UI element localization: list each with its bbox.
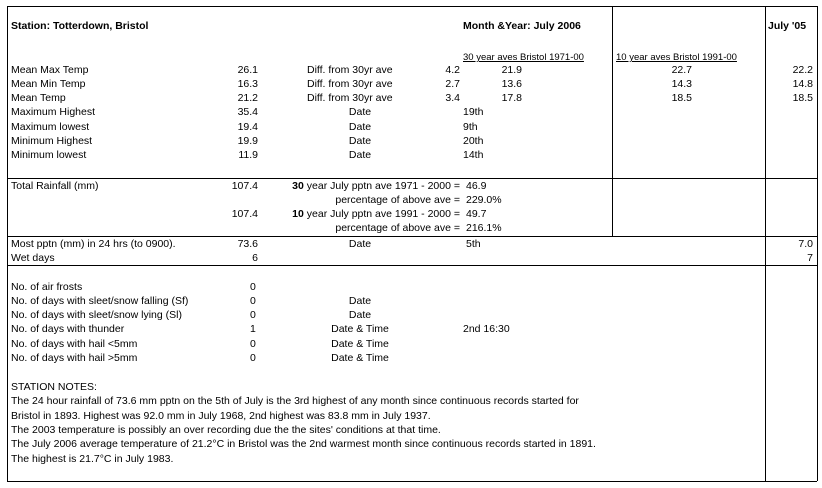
most-pptn-prev: 7.0 <box>798 238 813 250</box>
row-label: Mean Max Temp <box>11 64 89 76</box>
ave10-value: 14.3 <box>671 78 692 90</box>
date-value: 2nd 16:30 <box>463 323 510 335</box>
row-value: 35.4 <box>237 106 258 118</box>
row-label: Mean Min Temp <box>11 78 86 90</box>
wet-days-value: 6 <box>252 252 258 264</box>
most-pptn-date: 5th <box>466 238 481 250</box>
divider-rainfall <box>7 178 817 179</box>
row-label: Minimum lowest <box>11 149 87 161</box>
date-label: Date & Time <box>331 352 389 364</box>
diff-label: Diff. from 30yr ave <box>307 92 393 104</box>
rainfall-label: Total Rainfall (mm) <box>11 180 99 192</box>
row-value: 1 <box>250 323 256 335</box>
prev-value: 22.2 <box>792 64 813 76</box>
date-label: Date <box>348 135 372 147</box>
divider-ave10 <box>612 6 613 236</box>
diff-value: 2.7 <box>445 78 460 90</box>
row-value: 11.9 <box>238 149 258 161</box>
ave10-text: year July pptn ave 1991 - 2000 = <box>303 208 460 220</box>
row-value: 19.4 <box>237 121 258 133</box>
ave10-header: 10 year aves Bristol 1991-00 <box>616 52 737 63</box>
ave10-value: 22.7 <box>671 64 692 76</box>
divider-most-pptn <box>7 236 817 237</box>
ave30-value: 21.9 <box>501 64 522 76</box>
notes-line: The July 2006 average temperature of 21.2°C in Bristol was the 2nd warmest month since continuous records started in 1891. <box>11 438 596 450</box>
border-right <box>817 6 818 481</box>
pct30-value: 229.0% <box>466 194 502 206</box>
row-label: Maximum lowest <box>11 121 90 133</box>
row-label: No. of days with hail <5mm <box>11 338 138 350</box>
ave10-value: 18.5 <box>671 92 692 104</box>
notes-line: The 24 hour rainfall of 73.6 mm pptn on the 5th of July is the 3rd highest of any month since continuous records started for <box>11 395 579 407</box>
row-value: 0 <box>250 338 256 350</box>
pct30-label: percentage of above ave = <box>335 194 460 206</box>
date-value: 19th <box>463 106 484 118</box>
border-bottom <box>7 481 817 482</box>
date-value: 20th <box>463 135 484 147</box>
ave30-header: 30 year aves Bristol 1971-00 <box>463 52 584 63</box>
most-pptn-value: 73.6 <box>237 238 258 250</box>
date-value: 14th <box>463 149 484 161</box>
row-label: No. of days with thunder <box>11 323 125 335</box>
date-label: Date <box>348 121 372 133</box>
diff-value: 4.2 <box>445 64 460 76</box>
ave30-bold: 30 <box>292 180 304 192</box>
ave30-value: 17.8 <box>501 92 522 104</box>
date-label: Date & Time <box>331 323 389 335</box>
row-value: 16.3 <box>237 78 258 90</box>
pct10-value: 216.1% <box>466 222 502 234</box>
row-label: Mean Temp <box>11 92 66 104</box>
ave30-value: 13.6 <box>501 78 522 90</box>
prev-year-title: July '05 <box>768 20 807 32</box>
date-label: Date <box>348 106 372 118</box>
row-label: No. of days with sleet/snow lying (Sl) <box>11 309 182 321</box>
notes-line: The highest is 21.7°C in July 1983. <box>11 453 174 465</box>
pct10-label: percentage of above ave = <box>335 222 460 234</box>
row-label: No. of days with sleet/snow falling (Sf) <box>11 295 189 307</box>
date-label: Date <box>348 309 372 321</box>
row-value: 0 <box>250 281 256 293</box>
prev-value: 14.8 <box>792 78 813 90</box>
date-label: Date <box>348 295 372 307</box>
notes-line: Bristol in 1893. Highest was 92.0 mm in July 1968, 2nd highest was 83.8 mm in July 1937. <box>11 410 431 422</box>
row-value: 19.9 <box>237 135 258 147</box>
month-year-title: Month &Year: July 2006 <box>463 20 581 32</box>
row-label: No. of air frosts <box>11 281 83 293</box>
diff-value: 3.4 <box>445 92 460 104</box>
date-value: 9th <box>463 121 478 133</box>
row-label: Minimum Highest <box>11 135 93 147</box>
diff-label: Diff. from 30yr ave <box>307 78 393 90</box>
station-title: Station: Totterdown, Bristol <box>11 20 149 32</box>
diff-label: Diff. from 30yr ave <box>307 64 393 76</box>
ave10-bold: 10 <box>292 208 304 220</box>
border-left <box>7 6 8 481</box>
most-pptn-label: Most pptn (mm) in 24 hrs (to 0900). <box>11 238 176 250</box>
wet-days-label: Wet days <box>11 252 55 264</box>
wet-days-prev: 7 <box>807 252 813 264</box>
row-value: 26.1 <box>237 64 258 76</box>
prev-value: 18.5 <box>792 92 813 104</box>
rainfall-value: 107.4 <box>231 180 258 192</box>
date-label: Date <box>348 149 372 161</box>
divider-prev-year <box>765 6 766 481</box>
row-value: 0 <box>250 295 256 307</box>
notes-line: The 2003 temperature is possibly an over recording due the the sites' conditions at that time. <box>11 424 441 436</box>
most-pptn-date-label: Date <box>348 238 372 250</box>
row-label: No. of days with hail >5mm <box>11 352 138 364</box>
rainfall-ave30-text <box>260 180 460 193</box>
ave30-text: year July pptn ave 1971 - 2000 = <box>303 180 460 192</box>
rainfall-ave10-value: 49.7 <box>466 208 487 220</box>
border-top <box>7 6 817 7</box>
row-value: 0 <box>250 309 256 321</box>
row-label: Maximum Highest <box>11 106 96 118</box>
row-value: 0 <box>250 352 256 364</box>
rainfall-value-2: 107.4 <box>231 208 258 220</box>
rainfall-ave10-text <box>260 208 460 221</box>
row-value: 21.2 <box>237 92 258 104</box>
date-label: Date & Time <box>331 338 389 350</box>
divider-counts <box>7 265 817 266</box>
notes-title: STATION NOTES: <box>11 381 97 393</box>
rainfall-ave30-value: 46.9 <box>466 180 487 192</box>
